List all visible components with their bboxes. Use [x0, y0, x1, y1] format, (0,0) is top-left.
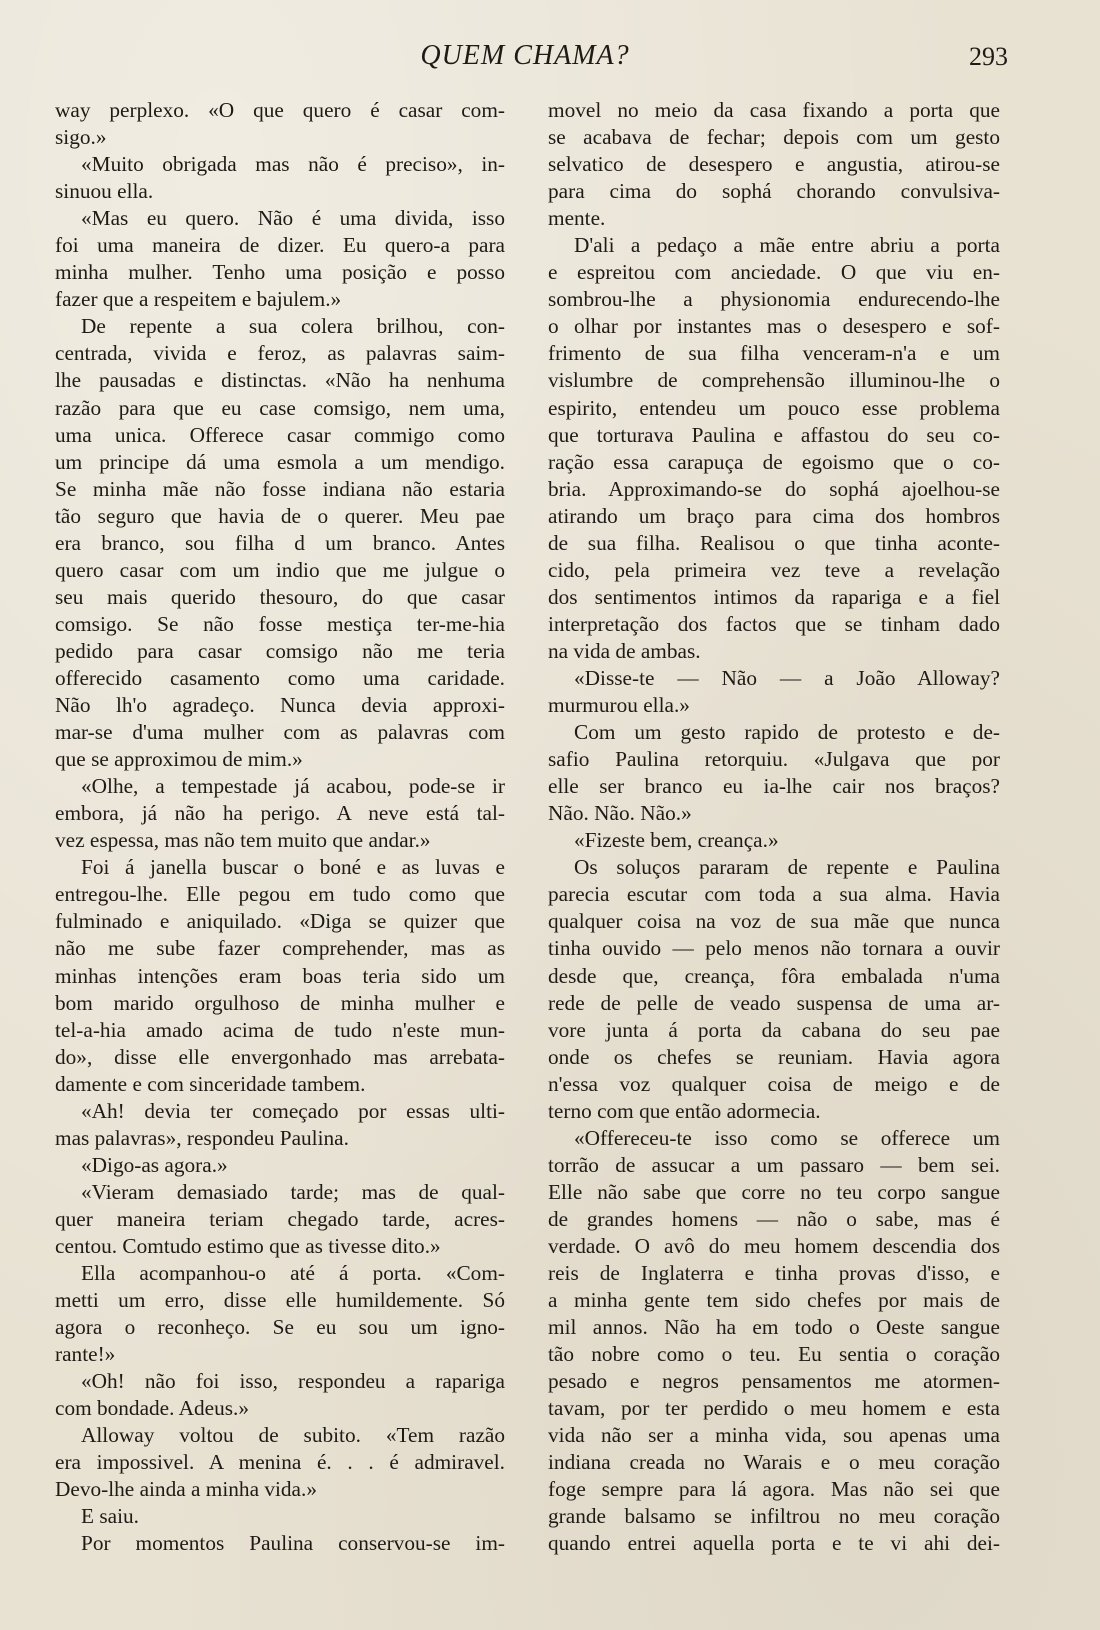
text-line: que se approximou de mim.» — [55, 747, 303, 772]
text-line: vida não ser a minha vida, sou apenas uma — [548, 1423, 1000, 1448]
text-line: selvatico de desespero e angustia, atirou-se — [548, 152, 1000, 177]
text-line: era branco, sou filha d um branco. Antes — [55, 530, 505, 555]
text-line: tel-a-hia amado acima de tudo n'este mun- — [55, 1017, 505, 1042]
text-line: centou. Comtudo estimo que as tivesse dito.» — [55, 1233, 441, 1258]
text-line: de grandes homens — não o sabe, mas é — [548, 1206, 1000, 1231]
text-line: Os soluços pararam de repente e Paulina — [574, 855, 1000, 880]
text-line: na vida de ambas. — [548, 638, 701, 663]
text-line: minha mulher. Tenho uma posição e posso — [55, 260, 505, 285]
text-line: quer maneira teriam chegado tarde, acres- — [55, 1206, 505, 1231]
text-line: fulminado e aniquilado. «Diga se quizer que — [55, 909, 505, 934]
text-line: não me sube fazer comprehender, mas as — [55, 936, 505, 961]
text-line: elle ser branco eu ia-lhe cair nos braços? — [548, 774, 1000, 799]
text-line: vislumbre de comprehensão illuminou-lhe o — [548, 368, 1000, 393]
text-line: uma unica. Offerece casar commigo como — [55, 422, 505, 447]
text-line: damente e com sinceridade tambem. — [55, 1071, 366, 1096]
text-line: indiana creada no Warais e o meu coração — [548, 1450, 1000, 1475]
text-line: mar-se d'uma mulher com as palavras com — [55, 720, 505, 745]
text-line: interpretação dos factos que se tinham dado — [548, 611, 1000, 636]
text-line: a minha gente tem sido chefes por mais de — [548, 1288, 1000, 1313]
text-line: Com um gesto rapido de protesto e de- — [574, 720, 1000, 745]
text-line: verdade. O avô do meu homem descendia dos — [548, 1233, 1000, 1258]
text-line: «Olhe, a tempestade já acabou, pode-se ir — [81, 774, 505, 799]
text-line: «Digo-as agora.» — [81, 1152, 228, 1177]
running-title: QUEM CHAMA? — [420, 40, 630, 71]
text-line: «Ah! devia ter começado por essas ulti- — [81, 1098, 505, 1123]
text-line: pedido para casar comsigo não me teria — [55, 638, 505, 663]
text-line: era impossivel. A menina é. . . é admiravel. — [55, 1450, 505, 1475]
text-line: «Offereceu-te isso como se offerece um — [574, 1125, 1000, 1150]
text-line: «Disse-te — Não — a João Alloway? — [574, 665, 1000, 690]
text-line: um principe dá uma esmola a um mendigo. — [55, 449, 505, 474]
text-line: lhe pausadas e distinctas. «Não ha nenhuma — [55, 368, 505, 393]
text-line: frimento de sua filha venceram-n'a e um — [548, 341, 1000, 366]
text-line: do», disse elle envergonhado mas arrebata- — [55, 1044, 505, 1069]
page-number: 293 — [969, 42, 1008, 71]
text-line: tão nobre como o teu. Eu sentia o coração — [548, 1342, 1000, 1367]
text-line: espirito, entendeu um pouco esse problema — [548, 395, 1000, 420]
text-line: sigo.» — [55, 125, 107, 150]
text-line: «Fizeste bem, creança.» — [574, 828, 779, 853]
text-line: cido, pela primeira vez teve a revelação — [548, 557, 1000, 582]
text-line: se acabava de fechar; depois com um gesto — [548, 125, 1000, 150]
left-text-column — [55, 97, 505, 1558]
text-line: dos sentimentos intimos da rapariga e a fiel — [548, 584, 1000, 609]
text-line: bom marido orgulhoso de minha mulher e — [55, 990, 505, 1015]
text-line: Devo-lhe ainda a minha vida.» — [55, 1477, 317, 1502]
text-line: grande balsamo se infiltrou no meu coração — [548, 1504, 1000, 1529]
text-line: Foi á janella buscar o boné e as luvas e — [81, 855, 505, 880]
text-line: embora, já não ha perigo. A neve está tal- — [55, 801, 505, 826]
text-line: seu mais querido thesouro, do que casar — [55, 584, 505, 609]
text-line: De repente a sua colera brilhou, con- — [81, 314, 505, 339]
text-line: Por momentos Paulina conservou-se im- — [81, 1531, 505, 1556]
right-text-column — [548, 97, 1000, 1558]
text-line: quero casar com um indio que me julgue o — [55, 557, 505, 582]
text-line: razão para que eu case comsigo, nem uma, — [55, 395, 505, 420]
text-line: qualquer coisa na voz de sua mãe que nunca — [548, 909, 1000, 934]
text-line: entregou-lhe. Elle pegou em tudo como que — [55, 882, 505, 907]
text-line: tão seguro que havia de o querer. Meu pae — [55, 503, 505, 528]
text-line: onde os chefes se reuniam. Havia agora — [548, 1044, 1000, 1069]
text-line: «Vieram demasiado tarde; mas de qual- — [81, 1179, 505, 1204]
text-line: vore junta á porta da cabana do seu pae — [548, 1017, 1000, 1042]
text-line: way perplexo. «O que quero é casar com- — [55, 98, 505, 122]
text-line: rede de pelle de veado suspensa de uma ar- — [548, 990, 1000, 1015]
text-line: «Mas eu quero. Não é uma divida, isso — [81, 206, 505, 231]
text-line: com bondade. Adeus.» — [55, 1396, 250, 1421]
text-line: Alloway voltou de subito. «Tem razão — [81, 1423, 505, 1448]
text-line: torrão de assucar a um passaro — bem sei. — [548, 1152, 1000, 1177]
text-line: E saiu. — [81, 1504, 139, 1529]
text-line: rante!» — [55, 1342, 116, 1367]
text-line: sombrou-lhe a physionomia endurecendo-lhe — [548, 287, 1000, 312]
text-line: para cima do sophá chorando convulsiva- — [548, 179, 1000, 204]
text-line: n'essa voz qualquer coisa de meigo e de — [548, 1071, 1000, 1096]
text-line: Elle não sabe que corre no teu corpo sangue — [548, 1179, 1000, 1204]
text-line: vez espessa, mas não tem muito que andar.» — [55, 828, 431, 853]
text-line: e espreitou com anciedade. O que viu en- — [548, 260, 1000, 285]
text-line: movel no meio da casa fixando a porta que — [548, 98, 1000, 122]
text-line: Se minha mãe não fosse indiana não estaria — [55, 476, 505, 501]
text-line: centrada, vivida e feroz, as palavras saim- — [55, 341, 505, 366]
text-line: mas palavras», respondeu Paulina. — [55, 1125, 349, 1150]
text-line: tinha ouvido — pelo menos não tornara a ouvir — [548, 936, 1000, 961]
text-line: D'ali a pedaço a mãe entre abriu a porta — [574, 233, 1000, 258]
text-line: foge sempre para lá agora. Mas não sei que — [548, 1477, 1000, 1502]
text-line: fazer que a respeitem e bajulem.» — [55, 287, 342, 312]
text-line: «Oh! não foi isso, respondeu a rapariga — [81, 1369, 505, 1394]
text-line: minhas intenções eram boas teria sido um — [55, 963, 505, 988]
text-line: terno com que então adormecia. — [548, 1098, 821, 1123]
text-line: bria. Approximando-se do sophá ajoelhou-se — [548, 476, 1000, 501]
page-header — [0, 40, 1100, 80]
text-line: metti um erro, disse elle humildemente. Só — [55, 1288, 505, 1313]
text-line: offerecido casamento como uma caridade. — [55, 665, 505, 690]
text-line: sinuou ella. — [55, 179, 154, 204]
text-line: murmurou ella.» — [548, 693, 690, 718]
text-line: Ella acompanhou-o até á porta. «Com- — [81, 1261, 505, 1286]
text-line: Não lh'o agradeço. Nunca devia approxi- — [55, 693, 505, 718]
text-line: mil annos. Não ha em todo o Oeste sangue — [548, 1315, 1000, 1340]
text-line: comsigo. Se não fosse mestiça ter-me-hia — [55, 611, 505, 636]
text-line: o olhar por instantes mas o desespero e sof- — [548, 314, 1000, 339]
text-line: tavam, por ter perdido o meu homem e esta — [548, 1396, 1000, 1421]
text-line: safio Paulina retorquiu. «Julgava que por — [548, 747, 1000, 772]
text-line: parecia escutar com toda a sua alma. Havia — [548, 882, 1000, 907]
text-line: reis de Inglaterra e tinha provas d'isso, e — [548, 1261, 1000, 1286]
text-line: foi uma maneira de dizer. Eu quero-a para — [55, 233, 505, 258]
text-line: que torturava Paulina e affastou do seu co- — [548, 422, 1000, 447]
text-line: de sua filha. Realisou o que tinha aconte- — [548, 530, 1000, 555]
text-line: ração essa carapuça de egoismo que o co- — [548, 449, 1000, 474]
text-line: atirando um braço para cima dos hombros — [548, 503, 1000, 528]
text-line: desde que, creança, fôra embalada n'uma — [548, 963, 1000, 988]
text-line: agora o reconheço. Se eu sou um igno- — [55, 1315, 505, 1340]
text-line: mente. — [548, 206, 606, 231]
text-line: Não. Não. Não.» — [548, 801, 692, 826]
text-line: «Muito obrigada mas não é preciso», in- — [81, 152, 505, 177]
text-line: quando entrei aquella porta e te vi ahi dei- — [548, 1531, 1000, 1556]
text-line: pesado e negros pensamentos me atormen- — [548, 1369, 1000, 1394]
